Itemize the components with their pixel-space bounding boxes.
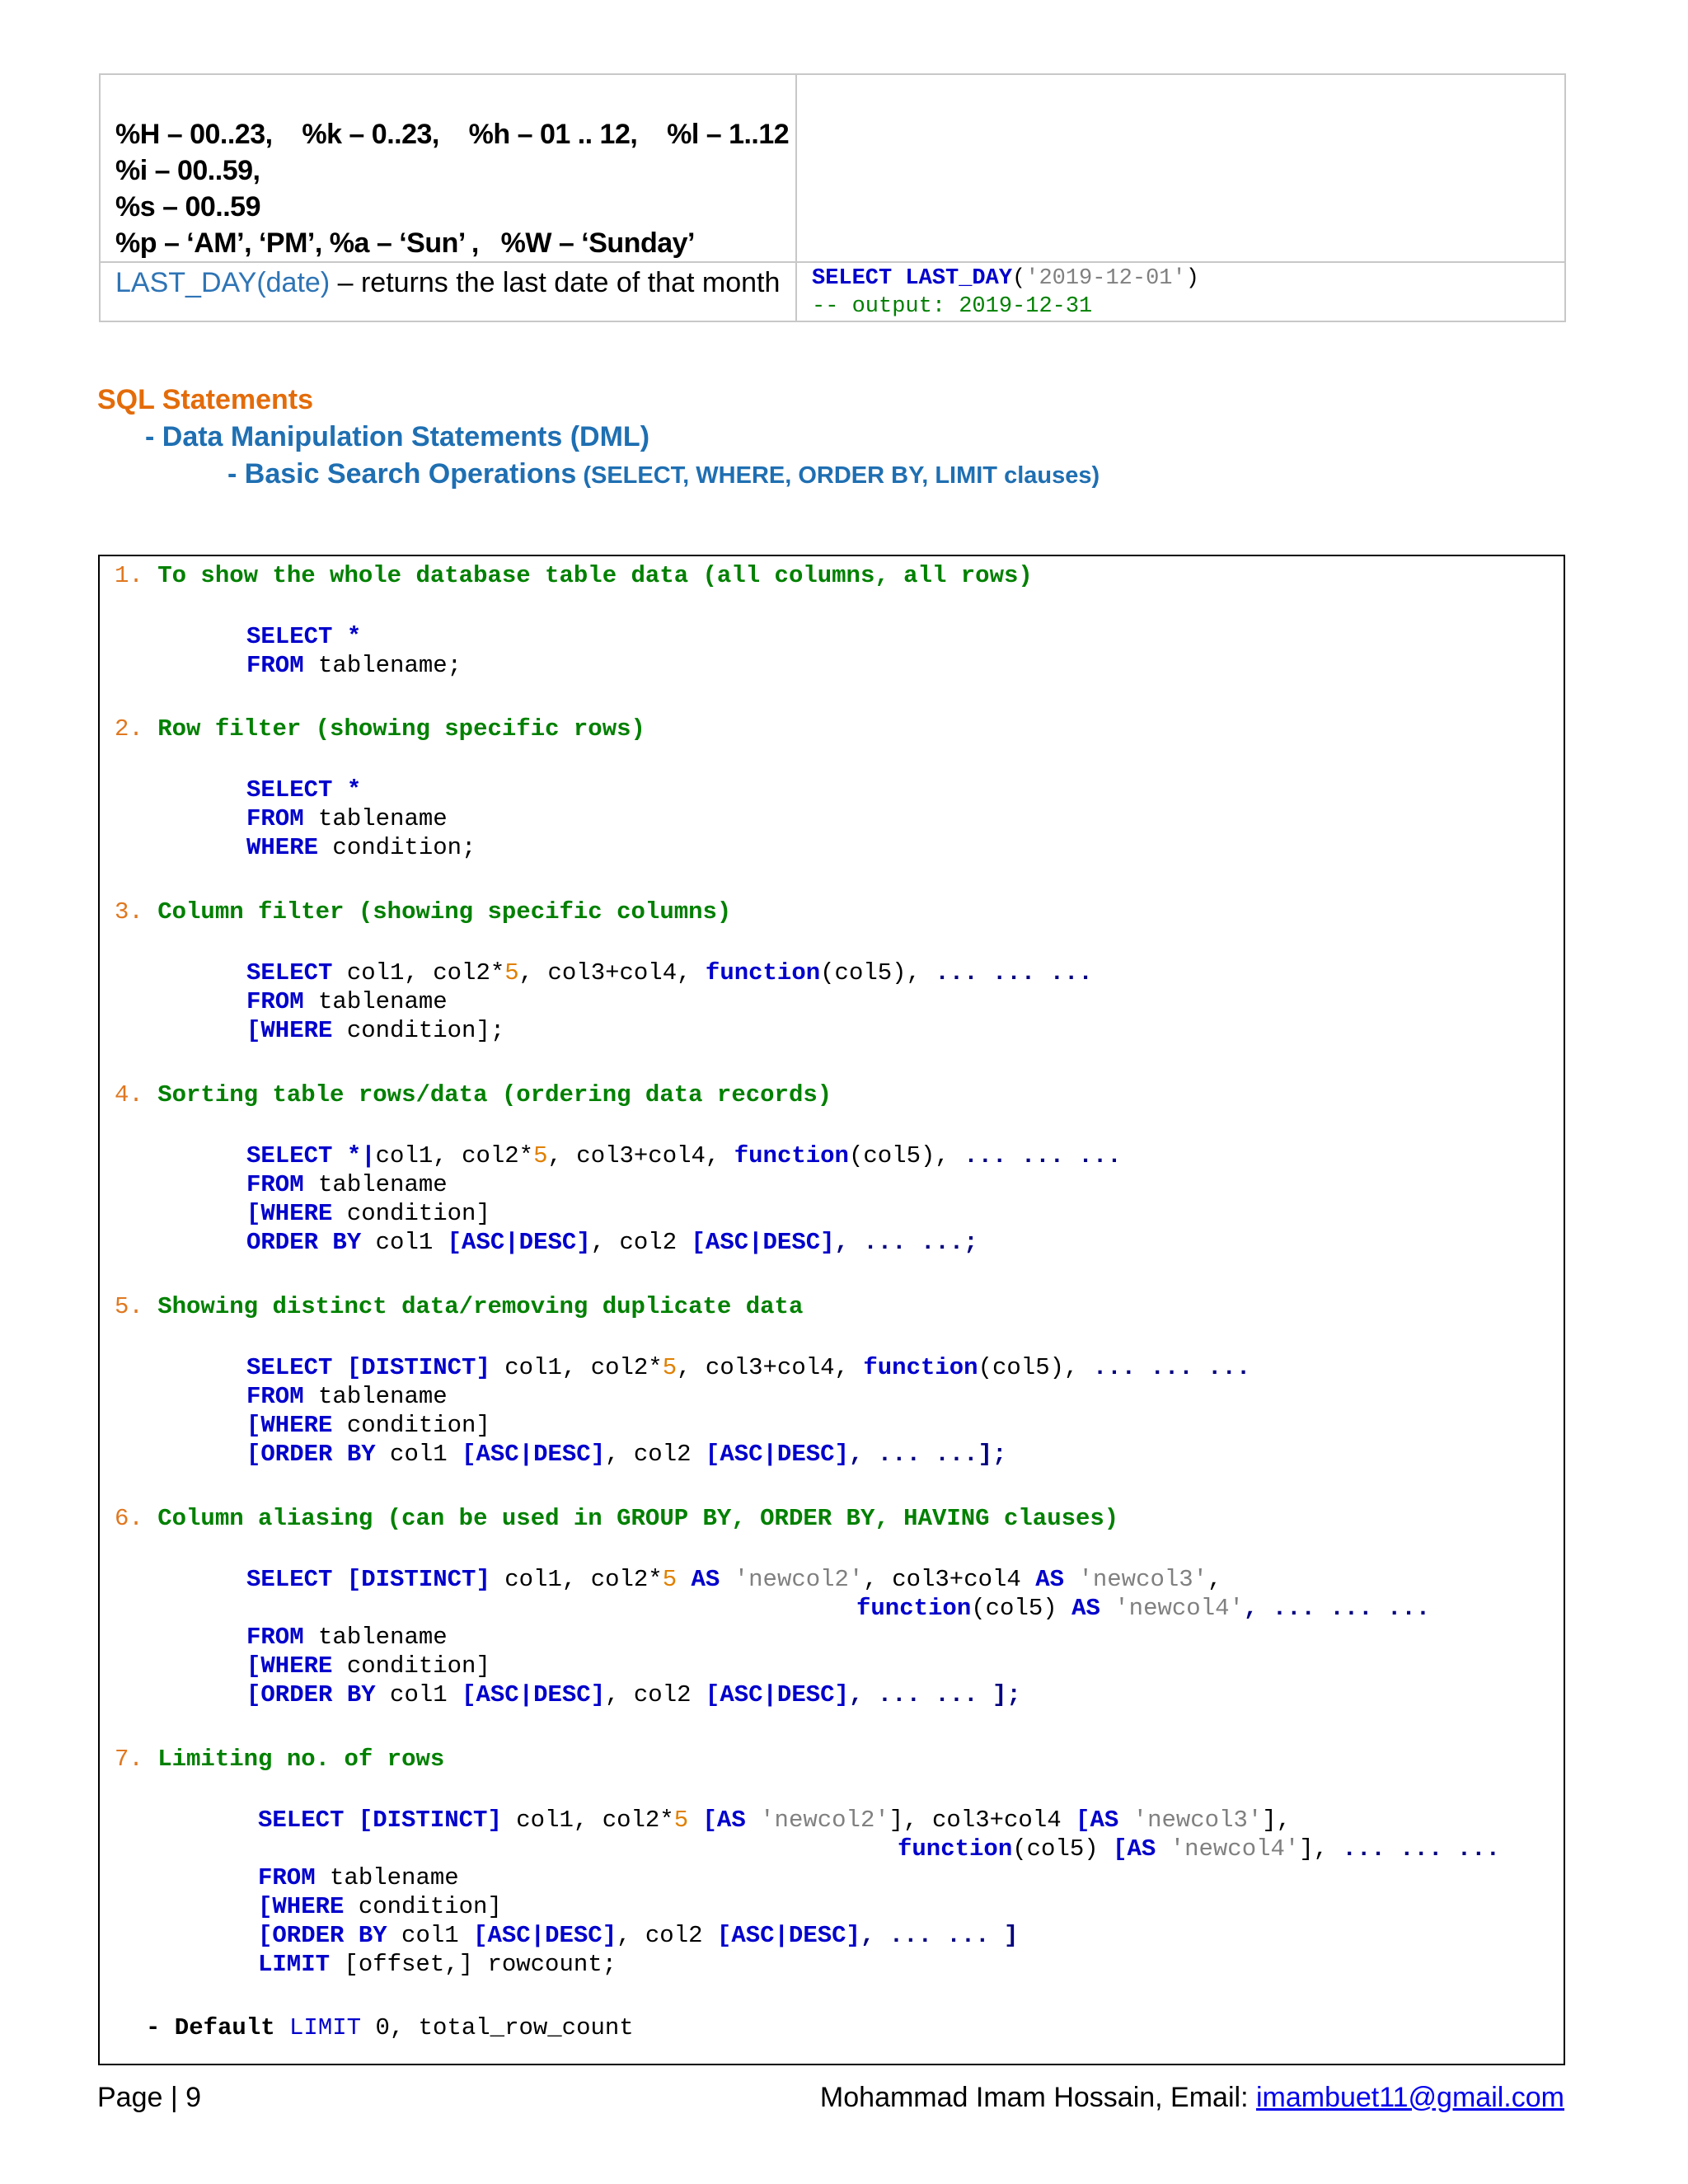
- code-text: [1021, 1566, 1035, 1593]
- page-number: Page | 9: [97, 2082, 202, 2113]
- section-title: [115, 1292, 803, 1321]
- code-text: col2*: [590, 1566, 663, 1593]
- code-text: [1156, 1835, 1170, 1863]
- code-keyword: SELECT: [246, 1354, 333, 1381]
- code-text: condition];: [332, 1017, 505, 1044]
- code-text: , col2: [605, 1441, 706, 1468]
- code-keyword: function: [863, 1354, 978, 1381]
- code-keyword: [WHERE: [246, 1017, 333, 1044]
- section-title: [115, 1080, 832, 1109]
- section-number: 3.: [115, 898, 158, 926]
- code-text: col1,: [332, 959, 434, 987]
- code-line: [856, 1594, 1430, 1623]
- code-keyword: [ASC|DESC]: [691, 1229, 835, 1256]
- section-title: [115, 1745, 444, 1774]
- section-title: [115, 1504, 1118, 1533]
- code-line: [258, 1950, 617, 1979]
- code-line: [246, 1353, 1250, 1382]
- code-text: [720, 1566, 734, 1593]
- section-title: [115, 898, 731, 926]
- code-text: ],: [1299, 1835, 1329, 1863]
- code-keyword: [ASC|DESC]: [447, 1229, 591, 1256]
- code-string: 'newcol3': [1078, 1566, 1208, 1593]
- code-number: 5: [673, 1807, 689, 1834]
- code-keyword: function: [705, 959, 821, 987]
- code-text: [offset,] rowcount;: [330, 1951, 617, 1978]
- code-line: [246, 1565, 1222, 1594]
- code-keyword: *|: [332, 1142, 376, 1169]
- code-text: tablename: [303, 805, 448, 832]
- code-text: tablename;: [303, 652, 462, 679]
- code-line: [258, 1863, 459, 1892]
- code-text: col3+col4: [932, 1807, 1062, 1834]
- heading-sql-statements: SQL Statements: [97, 384, 314, 415]
- code-text: [1062, 1807, 1076, 1834]
- code-text: tablename: [303, 988, 448, 1015]
- code-text: tablename: [303, 1624, 448, 1651]
- code-text: condition;: [318, 834, 476, 861]
- code-keyword: function: [856, 1595, 972, 1622]
- code-text: col3+col4,: [576, 1142, 734, 1169]
- code-line: [246, 1440, 1006, 1469]
- code-text: col1: [375, 1681, 462, 1708]
- code-ellipsis: ... ... ...: [935, 959, 1093, 987]
- code-keyword: SELECT: [246, 959, 333, 987]
- code-keyword: LIMIT: [258, 1951, 331, 1978]
- code-line: [812, 265, 1564, 293]
- code-keyword: WHERE: [246, 834, 319, 861]
- code-ellipsis: , ... ... ];: [848, 1681, 1021, 1708]
- section-title: [115, 715, 645, 743]
- code-keyword: [DISTINCT]: [344, 1807, 502, 1834]
- code-line: [246, 833, 476, 862]
- code-text: col3+col4,: [547, 959, 706, 987]
- code-keyword: [ASC|DESC]: [473, 1922, 617, 1949]
- code-keyword: SELECT: [258, 1807, 345, 1834]
- code-text: col1,: [501, 1807, 603, 1834]
- code-line: [246, 1623, 448, 1652]
- function-name: LAST_DAY(date): [115, 267, 331, 298]
- code-text: condition]: [344, 1893, 502, 1920]
- empty-cell: [796, 74, 1565, 262]
- code-comment: -- output: 2019-12-31: [812, 294, 1093, 319]
- code-text: col2*: [602, 1807, 674, 1834]
- code-keyword: AS: [1035, 1566, 1065, 1593]
- format-line: %i – 00..59,: [115, 155, 260, 186]
- code-text: tablename: [303, 1171, 448, 1198]
- code-keyword: [ASC|DESC]: [462, 1441, 606, 1468]
- heading-basic-text: - Basic Search Operations: [227, 458, 577, 490]
- code-text: condition]: [332, 1652, 490, 1680]
- email-link[interactable]: imambuet11@gmail.com: [1255, 2082, 1564, 2113]
- code-line: [246, 987, 448, 1016]
- code-keyword: FROM: [246, 1624, 304, 1651]
- section-title-text: Showing distinct data/removing duplicate data: [157, 1293, 804, 1320]
- code-text: (col5): [1012, 1835, 1099, 1863]
- last-day-example-cell: [796, 262, 1565, 321]
- code-ellipsis: ... ... ...: [1092, 1354, 1251, 1381]
- code-string: 'newcol2': [760, 1807, 889, 1834]
- code-text: ,: [518, 959, 548, 987]
- code-line: [246, 1652, 490, 1680]
- code-text: ],: [1262, 1807, 1292, 1834]
- code-keyword: [ASC|DESC]: [716, 1922, 860, 1949]
- code-text: (: [1012, 266, 1026, 291]
- section-title-text: Sorting table rows/data (ordering data records): [157, 1081, 832, 1108]
- code-text: col2*: [462, 1142, 534, 1169]
- code-keyword: SELECT: [246, 1566, 333, 1593]
- code-ellipsis: ... ... ...: [1342, 1835, 1500, 1863]
- code-line: [898, 1835, 1500, 1863]
- code-text: [1100, 1595, 1114, 1622]
- code-text: col2*: [590, 1354, 663, 1381]
- code-text: ,: [677, 1354, 706, 1381]
- code-keyword: [WHERE: [246, 1412, 333, 1439]
- code-ellipsis: , ... ...];: [848, 1441, 1007, 1468]
- code-text: col2*: [433, 959, 505, 987]
- heading-basic-search: [227, 458, 1100, 490]
- code-number: 5: [662, 1354, 678, 1381]
- section-number: 7.: [115, 1746, 158, 1773]
- section-title-text: Limiting no. of rows: [157, 1746, 445, 1773]
- code-text: ],: [889, 1807, 932, 1834]
- default-label: - Default: [146, 2014, 290, 2041]
- code-keyword: FROM: [246, 1383, 304, 1410]
- code-keyword: [ORDER BY: [258, 1922, 387, 1949]
- code-text: [1328, 1835, 1342, 1863]
- code-keyword: [ASC|DESC]: [705, 1441, 849, 1468]
- code-line: [258, 1921, 1018, 1950]
- code-line: [258, 1892, 502, 1921]
- section-number: 1.: [115, 562, 158, 589]
- code-text: condition]: [332, 1412, 490, 1439]
- code-text: condition]: [332, 1200, 490, 1227]
- code-text: ,: [547, 1142, 577, 1169]
- heading-basic-clauses: (SELECT, WHERE, ORDER BY, LIMIT clauses): [576, 462, 1100, 489]
- code-text: ,: [1207, 1566, 1222, 1593]
- code-line: [246, 1680, 1021, 1709]
- code-text: , col2: [617, 1922, 717, 1949]
- code-text: 0, total_row_count: [361, 2014, 634, 2041]
- code-string: 'newcol4': [1114, 1595, 1244, 1622]
- code-keyword: [AS: [1076, 1807, 1119, 1834]
- code-line: [246, 1016, 504, 1045]
- code-text: col1: [387, 1922, 474, 1949]
- heading-dml: - Data Manipulation Statements (DML): [145, 421, 650, 452]
- code-line: [246, 1199, 490, 1228]
- code-text: [677, 1566, 691, 1593]
- format-line: %H – 00..23, %k – 0..23, %h – 01 .. 12, %l – 1..12: [115, 119, 790, 150]
- code-keyword: function: [898, 1835, 1013, 1863]
- format-line: %s – 00..59: [115, 191, 260, 223]
- code-keyword: [DISTINCT]: [332, 1354, 490, 1381]
- code-text: (col5),: [978, 1354, 1093, 1381]
- code-string: 'newcol4': [1170, 1835, 1300, 1863]
- code-ellipsis: , ... ... ...: [1243, 1595, 1431, 1622]
- code-line: [246, 622, 361, 651]
- code-keyword: function: [734, 1142, 849, 1169]
- code-keyword: [WHERE: [246, 1652, 333, 1680]
- code-keyword: ORDER BY: [246, 1229, 362, 1256]
- code-text: col1,: [490, 1354, 591, 1381]
- code-number: 5: [504, 959, 519, 987]
- code-keyword: LIMIT: [289, 2014, 362, 2041]
- code-text: ,: [863, 1566, 893, 1593]
- section-title-text: Column filter (showing specific columns): [157, 898, 732, 926]
- code-keyword: [ASC|DESC]: [462, 1681, 606, 1708]
- code-text: tablename: [303, 1383, 448, 1410]
- code-text: , col2: [590, 1229, 692, 1256]
- code-text: ): [1185, 266, 1199, 291]
- code-line: [246, 1170, 448, 1199]
- code-text: col1: [375, 1441, 462, 1468]
- code-text: col1,: [490, 1566, 591, 1593]
- code-line: [246, 1382, 448, 1411]
- code-line: [246, 651, 462, 680]
- code-line: [246, 958, 1093, 987]
- code-keyword: FROM: [246, 1171, 304, 1198]
- code-keyword: [WHERE: [258, 1893, 345, 1920]
- code-number: 5: [662, 1566, 678, 1593]
- author-name: Mohammad Imam Hossain, Email:: [819, 2082, 1256, 2113]
- code-keyword: AS: [691, 1566, 720, 1593]
- code-ellipsis: , ... ...;: [834, 1229, 978, 1256]
- code-text: col1,: [375, 1142, 462, 1169]
- default-limit-note: [146, 2013, 634, 2042]
- section-number: 5.: [115, 1293, 158, 1320]
- code-text: [1064, 1566, 1078, 1593]
- code-text: [746, 1807, 760, 1834]
- code-line: [246, 1411, 490, 1440]
- code-text: (col5),: [848, 1142, 964, 1169]
- section-title: [115, 561, 1033, 590]
- code-text: col3+col4: [892, 1566, 1021, 1593]
- code-keyword: FROM: [258, 1864, 316, 1891]
- date-format-table: [99, 73, 1566, 322]
- code-ellipsis: , ... ... ]: [860, 1922, 1019, 1949]
- code-keyword: [ASC|DESC]: [705, 1681, 849, 1708]
- code-line: [258, 1806, 1291, 1835]
- code-line: [246, 1228, 978, 1257]
- author-credit: [820, 2082, 1564, 2114]
- format-specifiers-cell: [100, 74, 796, 262]
- code-text: tablename: [315, 1864, 459, 1891]
- code-text: (col5),: [820, 959, 935, 987]
- code-string: '2019-12-01': [1025, 266, 1186, 291]
- last-day-description-cell: [100, 262, 796, 321]
- code-text: [1057, 1595, 1071, 1622]
- code-line: [246, 1141, 1122, 1170]
- code-keyword: SELECT *: [246, 623, 362, 650]
- code-ellipsis: ... ... ...: [964, 1142, 1122, 1169]
- section-title-text: Row filter (showing specific rows): [157, 715, 645, 743]
- section-number: 4.: [115, 1081, 158, 1108]
- code-string: 'newcol2': [734, 1566, 864, 1593]
- code-line: [246, 804, 448, 833]
- code-text: [1099, 1835, 1113, 1863]
- code-number: 5: [533, 1142, 548, 1169]
- code-keyword: [AS: [702, 1807, 746, 1834]
- code-keyword: [AS: [1113, 1835, 1156, 1863]
- code-keyword: FROM: [246, 988, 304, 1015]
- code-keyword: SELECT LAST_DAY: [812, 266, 1013, 291]
- section-title-text: To show the whole database table data (all columns, all rows): [157, 562, 1033, 589]
- code-text: [1118, 1807, 1132, 1834]
- code-text: col1: [361, 1229, 448, 1256]
- code-keyword: [DISTINCT]: [332, 1566, 490, 1593]
- code-string: 'newcol3': [1132, 1807, 1263, 1834]
- code-text: , col2: [605, 1681, 706, 1708]
- code-text: [688, 1807, 702, 1834]
- code-text: col3+col4,: [705, 1354, 864, 1381]
- section-number: 2.: [115, 715, 158, 743]
- code-text: (col5): [971, 1595, 1057, 1622]
- code-keyword: SELECT *: [246, 776, 362, 804]
- code-keyword: [ORDER BY: [246, 1681, 376, 1708]
- section-title-text: Column aliasing (can be used in GROUP BY, ORDER BY, HAVING clauses): [157, 1505, 1119, 1532]
- sql-code-box: [98, 555, 1565, 2065]
- format-line: %p – ‘AM’, ‘PM’, %a – ‘Sun’ , %W – ‘Sunday’: [115, 227, 695, 259]
- code-keyword: FROM: [246, 805, 304, 832]
- section-number: 6.: [115, 1505, 158, 1532]
- code-keyword: AS: [1071, 1595, 1100, 1622]
- code-keyword: [WHERE: [246, 1200, 333, 1227]
- code-line: [246, 776, 361, 804]
- function-description: – returns the last date of that month: [330, 267, 781, 298]
- code-keyword: FROM: [246, 652, 304, 679]
- code-keyword: [ORDER BY: [246, 1441, 376, 1468]
- code-keyword: SELECT: [246, 1142, 333, 1169]
